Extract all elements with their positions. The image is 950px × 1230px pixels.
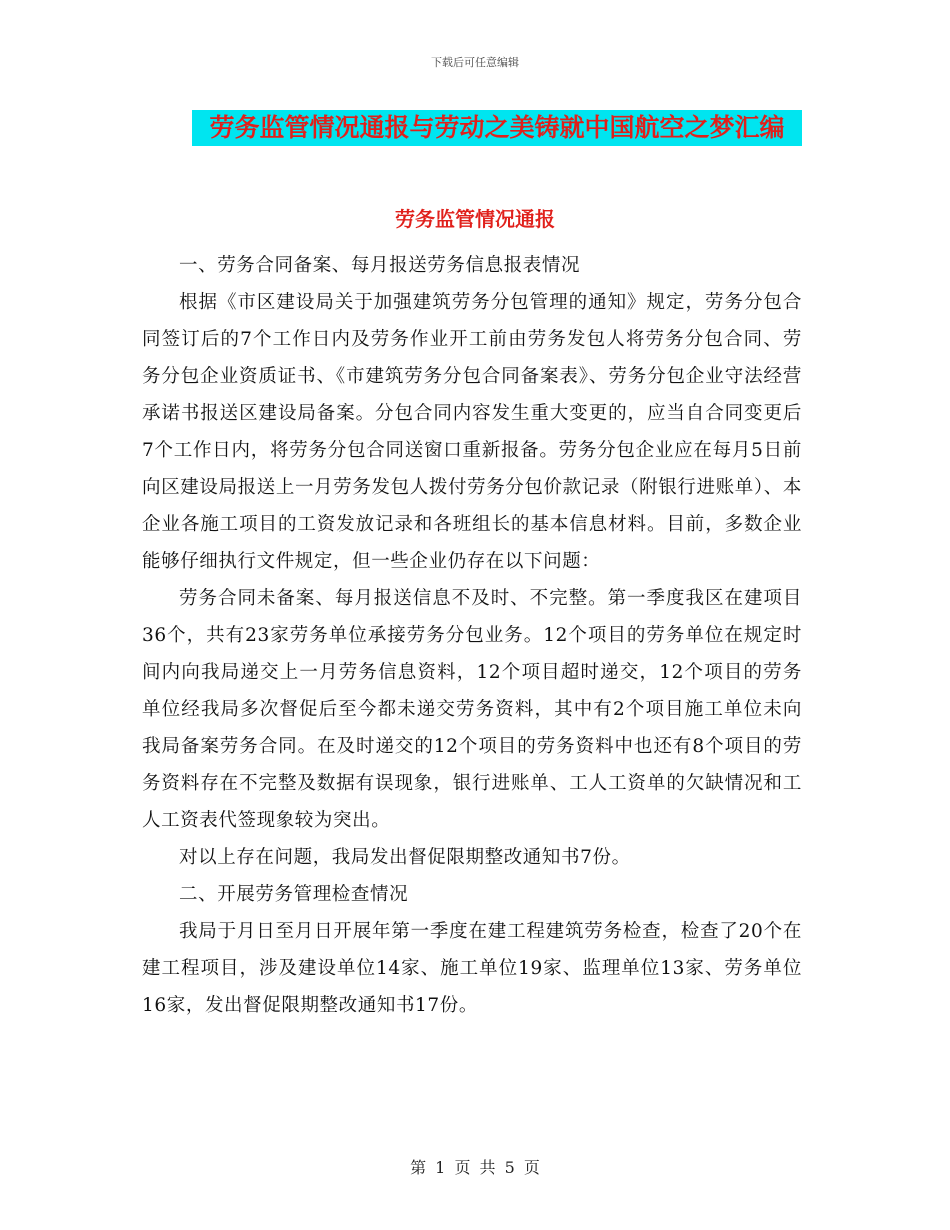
page-footer: 第 1 页 共 5 页 [410, 1158, 540, 1177]
section-title: 劳务监管情况通报 [395, 207, 555, 231]
paragraph: 劳务合同未备案、每月报送信息不及时、不完整。第一季度我区在建项目36个，共有23家劳务单位承接劳务分包业务。12个项目的劳务单位在规定时间内向我局递交上一月劳务信息资料，12个项目超时递交，12个项目的劳务单位经我局多次督促后至今都未递交劳务资料，其中有2个项目施工单位未向我局备案劳务合同。在及时递交的12个项目的劳务资料中也还有8个项目的劳务资料存在不完整及数据有误现象，银行进账单、工人工资单的欠缺情况和工人工资表代签现象较为突出。 [142, 588, 802, 831]
paragraph-heading-1: 一、劳务合同备案、每月报送劳务信息报表情况 [179, 255, 581, 276]
paragraph: 对以上存在问题，我局发出督促限期整改通知书7份。 [179, 847, 631, 868]
document-title: 劳务监管情况通报与劳动之美铸就中国航空之梦汇编 [192, 110, 802, 146]
header-note: 下载后可任意编辑 [431, 56, 519, 69]
document-body [142, 247, 802, 1024]
paragraph: 我局于月日至月日开展年第一季度在建工程建筑劳务检查，检查了20个在建工程项目，涉及建设单位14家、施工单位19家、监理单位13家、劳务单位16家，发出督促限期整改通知书17份。 [142, 921, 802, 1016]
paragraph: 根据《市区建设局关于加强建筑劳务分包管理的通知》规定，劳务分包合同签订后的7个工作日内及劳务作业开工前由劳务发包人将劳务分包合同、劳务分包企业资质证书、《市建筑劳务分包合同备案表》、劳务分包企业守法经营承诺书报送区建设局备案。分包合同内容发生重大变更的，应当自合同变更后7个工作日内，将劳务分包合同送窗口重新报备。劳务分包企业应在每月5日前向区建设局报送上一月劳务发包人拨付劳务分包价款记录（附银行进账单）、本企业各施工项目的工资发放记录和各班组长的基本信息材料。目前，多数企业能够仔细执行文件规定，但一些企业仍存在以下问题： [142, 292, 802, 572]
paragraph-heading-2: 二、开展劳务管理检查情况 [179, 884, 409, 905]
